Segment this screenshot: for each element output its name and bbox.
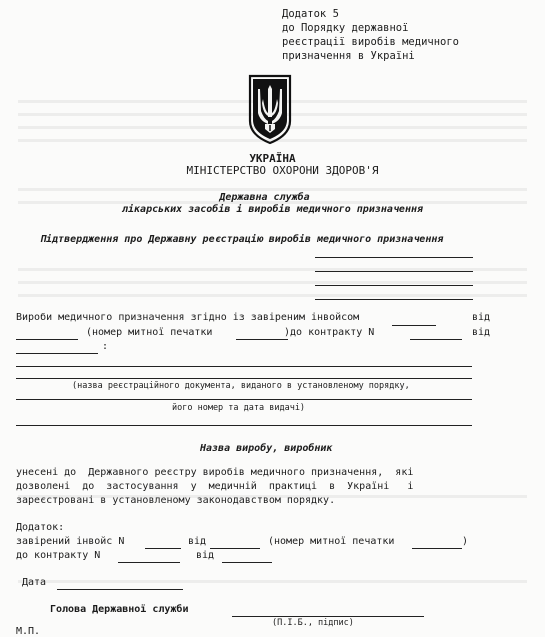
ministry-name: МІНІСТЕРСТВО ОХОРОНИ ЗДОРОВ'Я xyxy=(186,164,379,177)
signature-blank xyxy=(232,616,424,617)
registration-doc-note-2: його номер та дата видачі) xyxy=(172,403,306,413)
date-blank xyxy=(57,589,183,590)
bleed-through-line xyxy=(18,281,527,284)
seal-mark: М.П. xyxy=(16,626,41,637)
statement-line-1: унесені до Державного реєстру виробів медичного призначення, які xyxy=(16,467,414,478)
tryzub-coat-of-arms-icon xyxy=(247,73,293,145)
blank-line xyxy=(16,378,472,379)
attachment-invoice-date-blank xyxy=(210,548,260,549)
signature-label: Голова Державної служби xyxy=(50,604,189,615)
header-line-1: Додаток 5 xyxy=(282,8,339,20)
header-line-4: призначення в Україні xyxy=(282,50,415,62)
body-line-1-from: від xyxy=(472,312,491,323)
body-line-2-contract: )до контракту N xyxy=(284,327,375,338)
blank-line xyxy=(315,257,473,258)
attachment-title: Додаток: xyxy=(16,522,65,533)
contract-number-blank xyxy=(410,339,462,340)
attachment-contract-from: від xyxy=(196,550,215,561)
bleed-through-line xyxy=(18,580,527,583)
blank-line xyxy=(315,285,473,286)
attachment-invoice-number-blank xyxy=(145,548,181,549)
body-line-2-seal: (номер митної печатки xyxy=(86,327,213,338)
attachment-seal: (номер митної печатки xyxy=(268,536,395,547)
blank-line xyxy=(315,271,473,272)
customs-seal-blank xyxy=(236,339,288,340)
attachment-invoice: завірений інвойс N xyxy=(16,536,125,547)
attachment-contract-number-blank xyxy=(118,562,180,563)
attachment-seal-blank xyxy=(412,548,462,549)
body-line-2-from: від xyxy=(472,327,491,338)
bleed-through-line xyxy=(18,294,527,297)
document-title: Підтвердження про Державну реєстрацію виробів медичного призначення xyxy=(40,234,444,245)
service-line-1: Державна служба xyxy=(219,192,310,203)
date-label: Дата xyxy=(22,577,47,588)
registration-doc-note-1: (назва реєстраційного документа, виданого в установленому порядку, xyxy=(72,381,410,391)
blank-line xyxy=(16,425,472,426)
product-name-heading: Назва виробу, виробник xyxy=(200,443,333,454)
invoice-number-blank xyxy=(392,325,436,326)
service-line-2: лікарських засобів і виробів медичного призначення xyxy=(121,204,424,215)
statement-line-3: зареєстровані в установленому законодавством порядку. xyxy=(16,495,336,506)
attachment-contract: до контракту N xyxy=(16,550,101,561)
signature-caption: (П.І.Б., підпис) xyxy=(272,618,354,628)
body-line-3-colon: : xyxy=(102,341,109,352)
statement-line-2: дозволені до застосування у медичній практиці в Україні і xyxy=(16,481,414,492)
attachment-seal-close: ) xyxy=(462,536,469,547)
body-line-1: Вироби медичного призначення згідно із завіреним інвойсом xyxy=(16,312,360,323)
blank-line xyxy=(16,366,472,367)
bleed-through-line xyxy=(18,188,527,191)
attachment-invoice-from: від xyxy=(188,536,207,547)
invoice-date-blank xyxy=(16,339,78,340)
header-line-3: реєстрації виробів медичного xyxy=(282,36,460,48)
state-name: УКРАЇНА xyxy=(249,152,296,165)
attachment-contract-date-blank xyxy=(222,562,272,563)
blank-line xyxy=(315,299,473,300)
contract-date-blank xyxy=(16,353,98,354)
header-line-2: до Порядку державної xyxy=(282,22,409,34)
blank-line xyxy=(16,399,472,400)
